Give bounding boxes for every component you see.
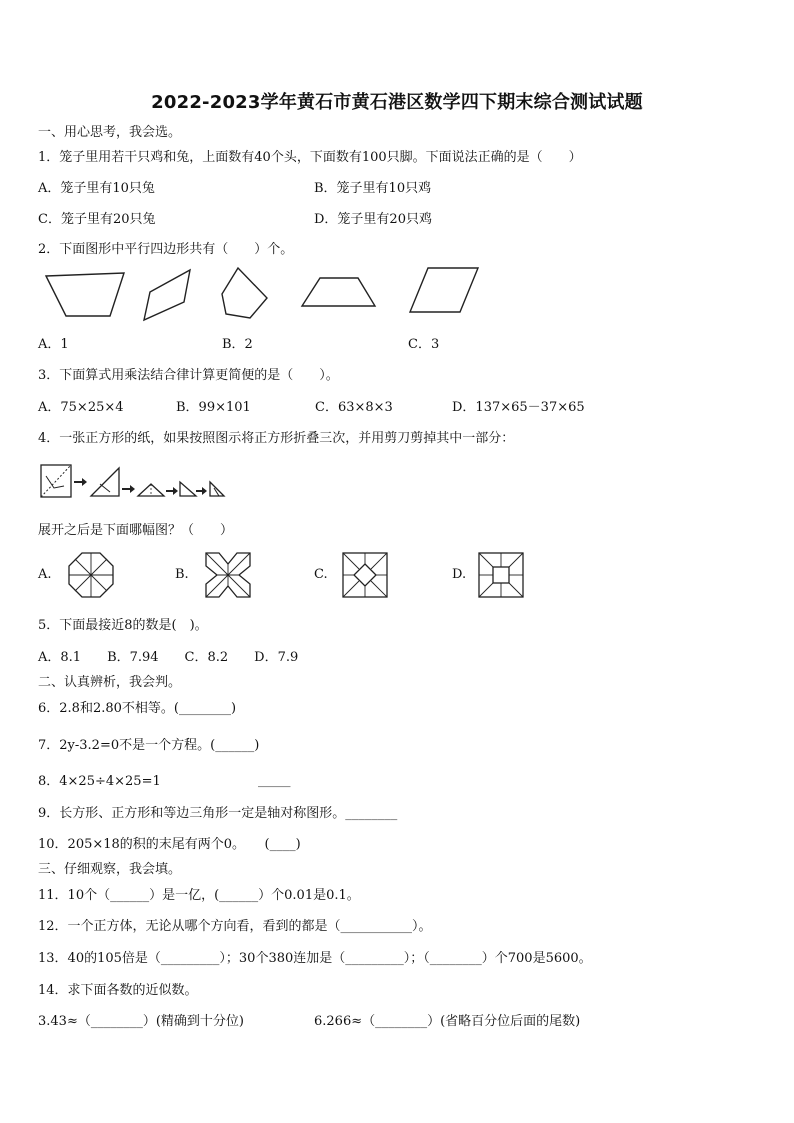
question-14-part-b: 6.266≈（________）(省略百分位后面的尾数) bbox=[314, 1014, 581, 1029]
question-4-stem: 4．一张正方形的纸，如果按照图示将正方形折叠三次，并用剪刀剪掉其中一部分： bbox=[38, 431, 515, 446]
trapezoid-shape-2 bbox=[302, 278, 375, 306]
arrow-right-icon bbox=[166, 487, 178, 495]
question-3-option-d: D．137×65－37×65 bbox=[452, 400, 585, 415]
question-1-option-a: A．笼子里有10只兔 bbox=[38, 181, 155, 196]
question-4-subquestion: 展开之后是下面哪幅图？（ ） bbox=[38, 523, 234, 538]
octagon-pattern-figure bbox=[66, 550, 116, 600]
question-4-option-d: D. bbox=[452, 567, 467, 582]
question-11: 11．10个（______）是一亿，(______）个0.01是0.1。 bbox=[38, 888, 360, 903]
question-4-option-c: C. bbox=[314, 567, 328, 582]
trapezoid-shape-1 bbox=[46, 273, 124, 316]
question-4-option-a: A. bbox=[38, 567, 52, 582]
question-2-option-b: B．2 bbox=[222, 337, 253, 352]
question-12: 12．一个正方体，无论从哪个方向看，看到的都是（___________）。 bbox=[38, 919, 432, 934]
notched-square-pattern-figure bbox=[203, 550, 253, 600]
fold-step-cut-triangle bbox=[210, 482, 224, 496]
square-with-diamond-figure bbox=[340, 550, 390, 600]
arrow-right-icon bbox=[74, 478, 87, 486]
question-6: 6．2.8和2.80不相等。(________) bbox=[38, 701, 237, 716]
arrow-right-icon bbox=[122, 485, 135, 493]
question-4-option-b: B. bbox=[175, 567, 189, 582]
parallelogram-shape-1 bbox=[144, 270, 190, 320]
question-8-answer-blank: _____ bbox=[258, 773, 291, 788]
irregular-quadrilateral-shape bbox=[222, 268, 267, 318]
section-heading-2: 二、认真辨析，我会判。 bbox=[38, 675, 182, 690]
question-5-stem: 5．下面最接近8的数是( )。 bbox=[38, 618, 208, 633]
question-9: 9．长方形、正方形和等边三角形一定是轴对称图形。________ bbox=[38, 806, 398, 821]
question-1-stem: 1．笼子里用若干只鸡和兔，上面数有40个头，下面数有100只脚。下面说法正确的是（ ） bbox=[38, 150, 582, 165]
question-3-stem: 3．下面算式用乘法结合律计算更简便的是（ ）。 bbox=[38, 368, 339, 383]
paper-folding-steps bbox=[38, 462, 228, 504]
section-heading-3: 三、仔细观察，我会填。 bbox=[38, 862, 182, 877]
question-3-option-a: A．75×25×4 bbox=[38, 400, 124, 415]
question-14-stem: 14．求下面各数的近似数。 bbox=[38, 983, 198, 998]
question-1-option-b: B．笼子里有10只鸡 bbox=[314, 181, 432, 196]
fold-step-triangle-3 bbox=[180, 482, 196, 496]
question-2-stem: 2．下面图形中平行四边形共有（ ）个。 bbox=[38, 242, 294, 257]
question-1-option-c: C．笼子里有20只兔 bbox=[38, 212, 156, 227]
quadrilateral-figures bbox=[40, 264, 490, 324]
question-1-option-d: D．笼子里有20只鸡 bbox=[314, 212, 432, 227]
fold-step-triangle-1 bbox=[91, 468, 119, 496]
question-3-option-c: C．63×8×3 bbox=[315, 400, 393, 415]
question-3-option-b: B．99×101 bbox=[176, 400, 251, 415]
question-13: 13．40的105倍是（_________）；30个380连加是（_________）；（________）个700是5600。 bbox=[38, 951, 592, 966]
page-title: 2022-2023学年黄石市黄石港区数学四下期末综合测试试题 bbox=[151, 92, 643, 113]
question-10: 10．205×18的积的末尾有两个0。 (____) bbox=[38, 837, 301, 852]
question-8: 8．4×25÷4×25=1 bbox=[38, 774, 161, 789]
parallelogram-shape-2 bbox=[410, 268, 478, 312]
square-with-inner-square-figure bbox=[476, 550, 526, 600]
question-14-part-a: 3.43≈（________）(精确到十分位) bbox=[38, 1014, 244, 1029]
question-5-options: A．8.1 B．7.94 C．8.2 D．7.9 bbox=[38, 650, 299, 665]
question-7: 7．2y-3.2=0不是一个方程。(______) bbox=[38, 738, 260, 753]
section-heading-1: 一、用心思考，我会选。 bbox=[38, 125, 182, 140]
arrow-right-icon bbox=[196, 487, 207, 495]
question-2-option-c: C．3 bbox=[408, 337, 440, 352]
question-2-option-a: A．1 bbox=[38, 337, 69, 352]
